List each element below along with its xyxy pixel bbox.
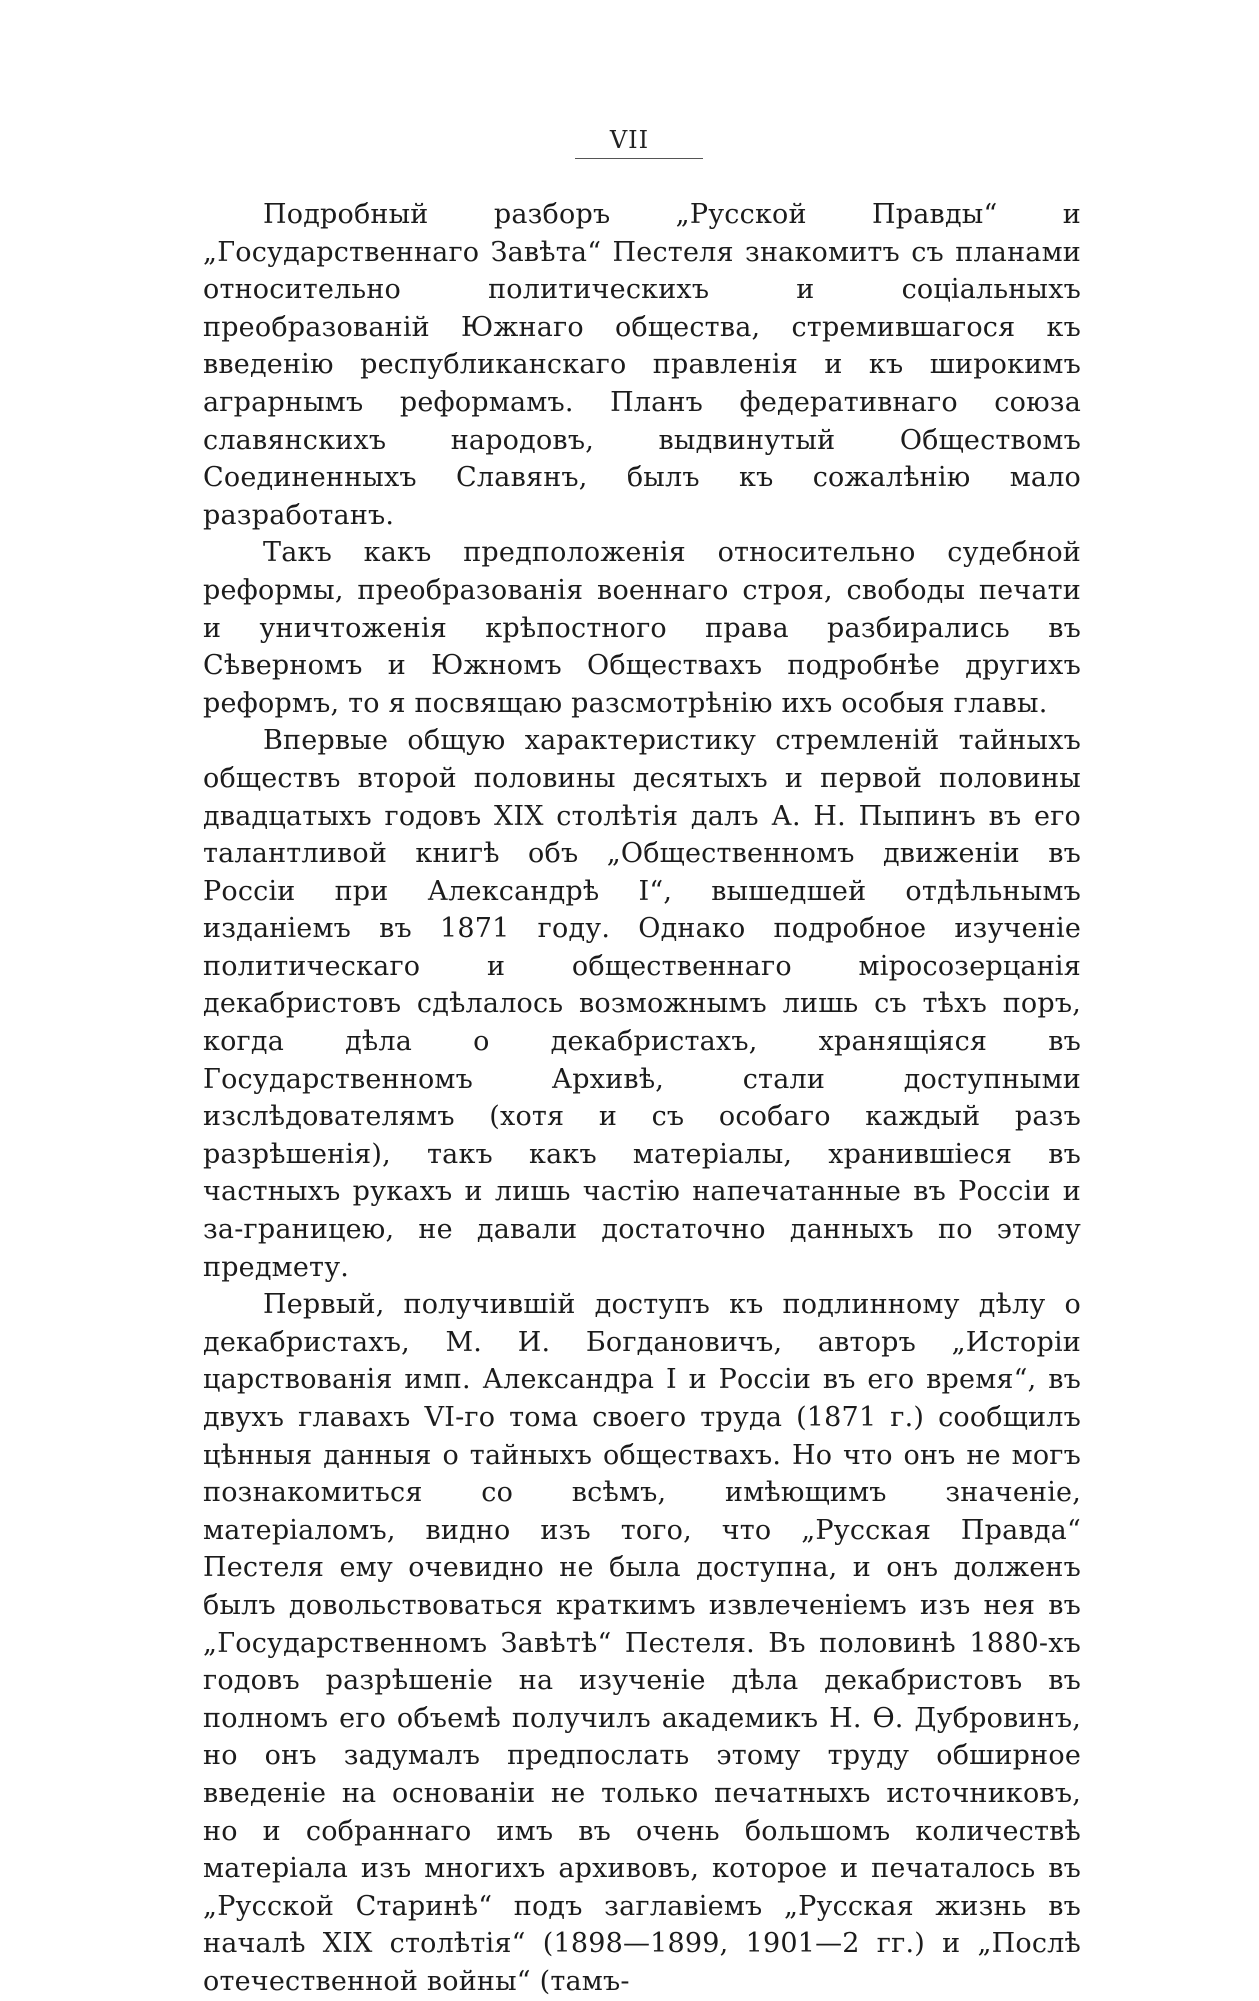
paragraph-reforms-chapters: Такъ какъ предположенія относительно судебной реформы, преобразованія военнаго строя, свободы печати и уничтоженія крѣпостного права разбирались въ Сѣверномъ и Южномъ Обществахъ подробнѣе другихъ реформъ, то я посвящаю разсмотрѣнію ихъ особыя главы. (203, 537, 1081, 719)
page-number: VII (609, 126, 650, 154)
paragraph-bogdanovich: Первый, получившій доступъ къ подлинному дѣлу о декабристахъ, М. И. Богдановичъ, авторъ „Исторіи царствованія имп. Александра I и Россіи въ его время“, въ двухъ главахъ VI-го тома своего труда (1871 г.) сообщилъ цѣнныя данныя о тайныхъ обществахъ. Но что онъ не могъ познакомиться со всѣмъ, имѣющимъ значеніе, матеріаломъ, видно изъ того, что „Русская Правда“ Пестеля ему очевидно не была доступна, и онъ долженъ былъ довольствоваться краткимъ извлеченіемъ изъ нея въ „Государственномъ Завѣтѣ“ Пестеля. Въ половинѣ 1880-хъ годовъ разрѣшеніе на изученіе дѣла декабристовъ въ полномъ его объемѣ получилъ академикъ Н. Ѳ. Дубровинъ, но онъ задумалъ предпослать этому труду обширное введеніе на основаніи не только печатныхъ источниковъ, но и собраннаго имъ въ очень большомъ количествѣ матеріала изъ многихъ архивовъ, которое и печаталось въ „Русской Старинѣ“ подъ заглавіемъ „Русская жизнь въ началѣ XIX столѣтія“ (1898—1899, 1901—2 гг.) и „Послѣ отечественной войны“ (тамъ- (203, 1289, 1081, 1997)
body-text (203, 196, 1081, 2001)
page-number-rule (575, 158, 703, 159)
paragraph-russkaya-pravda: Подробный разборъ „Русской Правды“ и „Государственнаго Завѣта“ Пестеля знакомитъ съ планами относительно политическихъ и соціальныхъ преобразованій Южнаго общества, стремившагося къ введенію республиканскаго правленія и къ широкимъ аграрнымъ реформамъ. Планъ федеративнаго союза славянскихъ народовъ, выдвинутый Обществомъ Соединенныхъ Славянъ, былъ къ сожалѣнію мало разработанъ. (203, 199, 1081, 531)
paragraph-pypin: Впервые общую характеристику стремленій тайныхъ обществъ второй половины десятыхъ и первой половины двадцатыхъ годовъ XIX столѣтія далъ А. Н. Пыпинъ въ его талантливой книгѣ объ „Общественномъ движеніи въ Россіи при Александрѣ I“, вышедшей отдѣльнымъ изданіемъ въ 1871 году. Однако подробное изученіе политическаго и общественнаго міросозерцанія декабристовъ сдѣлалось возможнымъ лишь съ тѣхъ поръ, когда дѣла о декабристахъ, хранящіяся въ Государственномъ Архивѣ, стали доступными изслѣдователямъ (хотя и съ особаго каждый разъ разрѣшенія), такъ какъ матеріалы, хранившіеся въ частныхъ рукахъ и лишь частію напечатанные въ Россіи и за-границею, не давали достаточно данныхъ по этому предмету. (203, 725, 1081, 1283)
